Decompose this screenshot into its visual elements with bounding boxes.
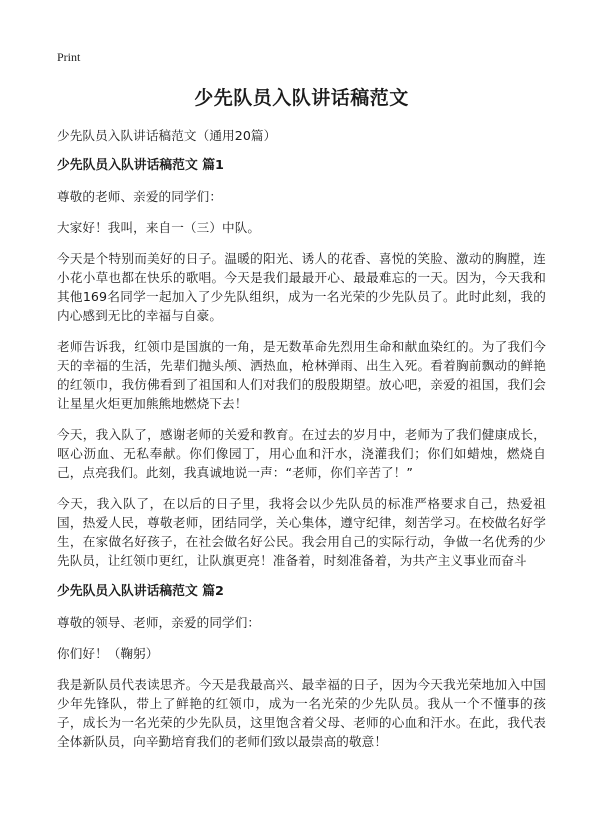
- paragraph: 老师告诉我，红领巾是国旗的一角，是无数革命先烈用生命和献血染红的。为了我们今天的幸福的生活，先辈们抛头颅、洒热血，枪林弹雨、出生入死。看着胸前飘动的鲜艳的红领巾，我仿佛看到了祖国和人们对我们的殷殷期望。放心吧，亲爱的祖国，我们会让星星火炬更加熊熊地燃烧下去！: [57, 339, 546, 411]
- section-heading: 少先队员入队讲话稿范文 篇2: [57, 584, 224, 599]
- page-title: 少先队员入队讲话稿范文: [194, 87, 409, 109]
- paragraph: 尊敬的老师、亲爱的同学们：: [57, 189, 223, 204]
- paragraph: 今天是个特别而美好的日子。温暖的阳光、诱人的花香、喜悦的笑脸、激动的胸膛，连小花小草也都在快乐的歌唱。今天是我们最最开心、最最难忘的一天。因为，今天我和其他169名同学一起加入了少先队组织，成为一名光荣的少先队员了。此时此刻，我的内心感到无比的幸福与自豪。: [57, 251, 546, 323]
- paragraph: 你们好！（鞠躬）: [57, 646, 159, 661]
- section-2: [57, 582, 546, 751]
- paragraph: 我是新队员代表读思齐。今天是我最高兴、最幸福的日子，因为今天我光荣地加入中国少年先锋队，带上了鲜艳的红领巾，成为一名光荣的少先队员。我从一个不懂事的孩子，成长为一名光荣的少先队员，这里饱含着父母、老师的心血和汗水。在此，我代表全体新队员，向辛勤培育我们的老师们致以最崇高的敬意！: [57, 677, 546, 749]
- document-subtitle: 少先队员入队讲话稿范文（通用20篇）: [57, 128, 277, 143]
- paragraph: 大家好！我叫，来自一（三）中队。: [57, 220, 261, 235]
- paragraph: 尊敬的领导、老师，亲爱的同学们：: [57, 615, 261, 630]
- section-1: [57, 156, 546, 570]
- print-link[interactable]: Print: [57, 50, 81, 64]
- paragraph: 今天，我入队了，感谢老师的关爱和教育。在过去的岁月中，老师为了我们健康成长，呕心沥血、无私奉献。你们像园丁，用心血和汗水，浇灌我们；你们如蜡烛，燃烧自己，点亮我们。此刻，我真诚地说一声：“老师，你们辛苦了！”: [57, 427, 546, 480]
- paragraph: 今天，我入队了，在以后的日子里，我将会以少先队员的标准严格要求自己，热爱祖国，热爱人民，尊敬老师，团结同学，关心集体，遵守纪律，刻苦学习。在校做名好学生，在家做名好孩子，在社会做名好公民。我会用自己的实际行动，争做一名优秀的少先队员，让红领巾更红，让队旗更亮！准备着，时刻准备着，为共产主义事业而奋斗: [57, 496, 546, 568]
- section-heading: 少先队员入队讲话稿范文 篇1: [57, 158, 224, 173]
